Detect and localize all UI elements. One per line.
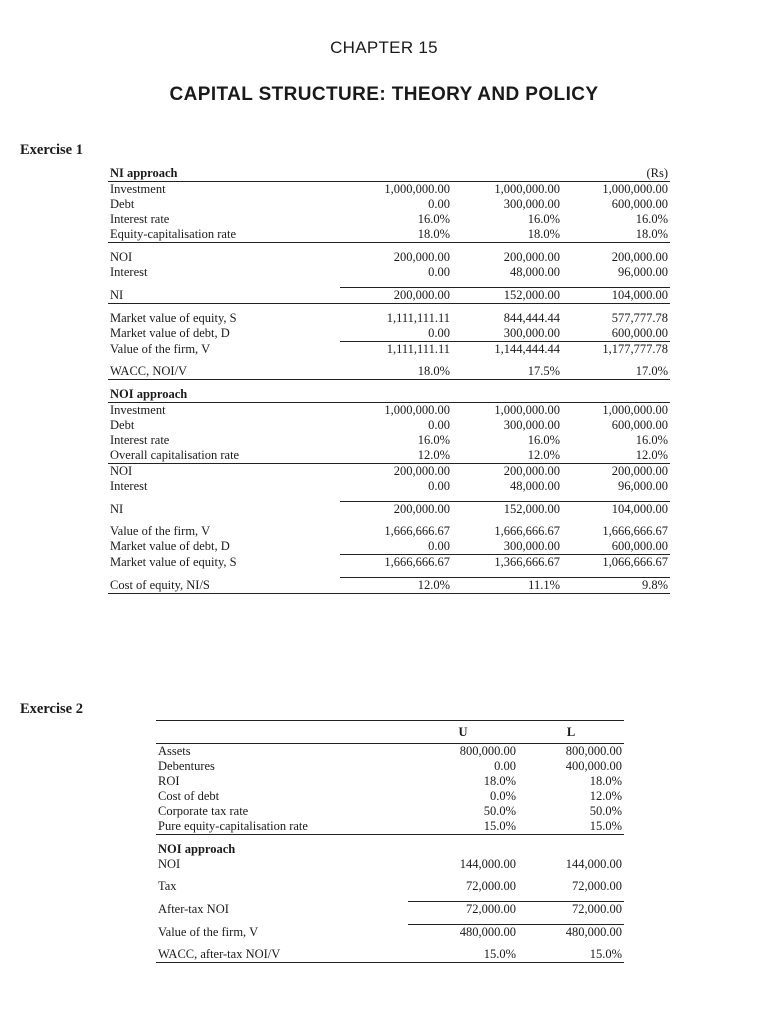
noi-approach-title: NOI approach [108, 387, 340, 403]
table-row: Assets 800,000.00 800,000.00 [158, 744, 622, 758]
exercise-1-table [108, 166, 670, 594]
table-row: NI 200,000.00 152,000.00 104,000.00 [110, 287, 668, 302]
table-row: Equity-capitalisation rate 18.0% 18.0% 18.0% [110, 227, 668, 241]
table-row: ROI 18.0% 18.0% [158, 774, 622, 788]
table-row: Interest rate 16.0% 16.0% 16.0% [110, 433, 668, 447]
page-title: CAPITAL STRUCTURE: THEORY AND POLICY [169, 84, 599, 105]
table-row: Cost of equity, NI/S 12.0% 11.1% 9.8% [110, 577, 668, 592]
table-row: Cost of debt 0.0% 12.0% [158, 789, 622, 803]
ni-approach-header [108, 166, 670, 182]
table-row: Market value of equity, S 1,666,666.67 1,366,666.67 1,066,666.67 [110, 554, 668, 569]
table-row: Debentures 0.00 400,000.00 [158, 759, 622, 773]
table-row: Market value of debt, D 0.00 300,000.00 600,000.00 [110, 539, 668, 554]
chapter-heading: CHAPTER 15 [330, 38, 438, 57]
table-row: WACC, NOI/V 18.0% 17.5% 17.0% [110, 364, 668, 378]
table-row: Investment 1,000,000.00 1,000,000.00 1,000,000.00 [110, 403, 668, 417]
exercise-2-table [156, 720, 624, 963]
table-row: NOI 200,000.00 200,000.00 200,000.00 [110, 250, 668, 264]
table-row: NI 200,000.00 152,000.00 104,000.00 [110, 501, 668, 516]
table-row: Market value of equity, S 1,111,111.11 844,444.44 577,777.78 [110, 311, 668, 325]
table-row: After-tax NOI 72,000.00 72,000.00 [158, 901, 622, 916]
noi-approach-header [156, 842, 624, 857]
table-row: NOI 144,000.00 144,000.00 [158, 857, 622, 871]
column-header-l: L [518, 721, 624, 744]
table-row: Value of the firm, V 480,000.00 480,000.00 [158, 924, 622, 939]
table-row: Interest 0.00 48,000.00 96,000.00 [110, 479, 668, 493]
table-row: Investment 1,000,000.00 1,000,000.00 1,000,000.00 [110, 182, 668, 196]
table-row: Value of the firm, V 1,111,111.11 1,144,444.44 1,177,777.78 [110, 341, 668, 356]
table-row: NOI 200,000.00 200,000.00 200,000.00 [110, 464, 668, 478]
table-row: Pure equity-capitalisation rate 15.0% 15.0% [158, 819, 622, 833]
table-row: Overall capitalisation rate 12.0% 12.0% 12.0% [110, 448, 668, 462]
table-row: WACC, after-tax NOI/V 15.0% 15.0% [158, 947, 622, 961]
table-row: Market value of debt, D 0.00 300,000.00 600,000.00 [110, 326, 668, 341]
table-row: Tax 72,000.00 72,000.00 [158, 879, 622, 893]
table-row: Interest rate 16.0% 16.0% 16.0% [110, 212, 668, 226]
exercise-1-label: Exercise 1 [20, 142, 83, 158]
currency-label: (Rs) [562, 166, 670, 182]
column-header-row [156, 721, 624, 744]
exercise-2-label: Exercise 2 [20, 701, 83, 717]
table-row: Debt 0.00 300,000.00 600,000.00 [110, 197, 668, 211]
ni-approach-title: NI approach [108, 166, 340, 182]
column-header-u: U [408, 721, 518, 744]
table-row: Debt 0.00 300,000.00 600,000.00 [110, 418, 668, 432]
table-row: Interest 0.00 48,000.00 96,000.00 [110, 265, 668, 279]
table-row: Value of the firm, V 1,666,666.67 1,666,666.67 1,666,666.67 [110, 524, 668, 538]
table-row: Corporate tax rate 50.0% 50.0% [158, 804, 622, 818]
noi-approach-title-2: NOI approach [158, 842, 236, 856]
noi-approach-header [108, 387, 670, 403]
